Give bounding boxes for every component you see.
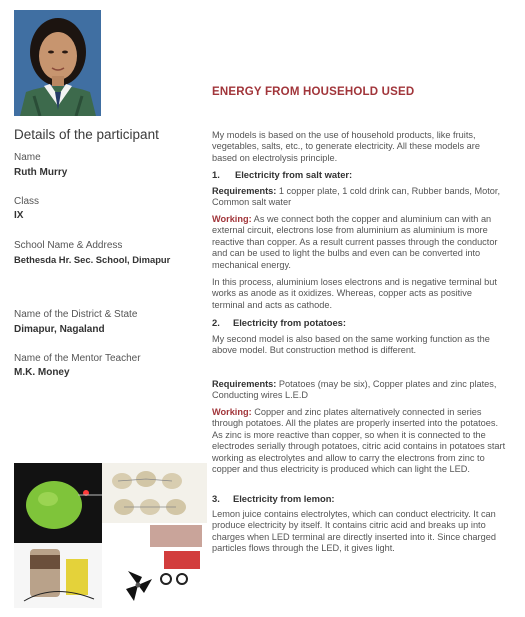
district-value: Dimapur, Nagaland <box>14 324 105 335</box>
class-label: Class <box>14 196 40 207</box>
school-label: School Name & Address <box>14 240 123 251</box>
mentor-label: Name of the Mentor Teacher <box>14 353 141 364</box>
intro-paragraph: My models is based on the use of household products, like fruits, vegetables, salts, etc., to generate electricity. All these models are based on electrolysis principle. <box>212 130 480 163</box>
district-label: Name of the District & State <box>14 309 138 320</box>
section-1-heading <box>212 169 507 181</box>
requirements-label: Requirements: <box>212 379 277 389</box>
details-heading: Details of the participant <box>14 127 159 142</box>
article-title: ENERGY FROM HOUSEHOLD USED <box>212 86 415 98</box>
section-3-title: Electricity from lemon: <box>232 493 335 504</box>
section-1-number: 1. <box>212 169 220 180</box>
requirements-label: Requirements: <box>212 186 277 196</box>
section-2-number: 2. <box>212 317 220 328</box>
working-text: Copper and zinc plates alternatively connected in series through potatoes. All the plates are properly inserted into the potatoes. As zinc is more reactive than copper, so when it is connected to the electrodes serially through potatoes, citric acid contains in potatoes start working as electrolytes and allow to carry the electrons from zinc to copper and thus electricity is produced which can light the LED. <box>212 407 506 475</box>
section-3-heading <box>212 493 507 505</box>
section-2-requirements <box>212 379 507 402</box>
working-text: As we connect both the copper and aluminium can with an external circuit, electrons lose from aluminium as aluminium is more reactive than copper. As a result current passes through the conductor and can be used to light the bulbs and even can be converted into mechanical energy. <box>212 214 498 270</box>
school-value: Bethesda Hr. Sec. School, Dimapur <box>14 254 171 265</box>
section-3-number: 3. <box>212 493 220 504</box>
participant-photo <box>14 10 101 116</box>
working-label: Working: <box>212 407 252 417</box>
section-2-working <box>212 407 507 475</box>
project-photo <box>14 463 207 608</box>
section-1-paragraph-2: In this process, aluminium loses electrons and is negative terminal but works as anode as it oxidizes. Whereas, copper acts as positive terminal and acts as cathode. <box>212 277 497 310</box>
section-1-requirements <box>212 186 507 209</box>
section-3-paragraph: Lemon juice contains electrolytes, which can conduct electricity. It can produce electricity by itself. It contains citric acid and breaks up into charges when LED terminal are directly inserted into it. Since charged particles flows through the LED, it gives light. <box>212 509 496 554</box>
section-2-heading <box>212 317 507 329</box>
section-1-working <box>212 214 507 271</box>
section-2-paragraph: My second model is also based on the same working function as the above model. But construction method is different. <box>212 334 490 356</box>
requirements-text: Potatoes (may be six), Copper plates and zinc plates, Conducting wires L.E.D <box>212 379 497 401</box>
mentor-value: M.K. Money <box>14 367 70 378</box>
name-label: Name <box>14 152 41 163</box>
requirements-text: 1 copper plate, 1 cold drink can, Rubber bands, Motor, Common salt water <box>212 186 501 208</box>
section-2-title: Electricity from potatoes: <box>232 317 346 328</box>
class-value: IX <box>14 210 24 221</box>
name-value: Ruth Murry <box>14 167 68 178</box>
section-1-title: Electricity from salt water: <box>234 169 353 180</box>
working-label: Working: <box>212 214 252 224</box>
